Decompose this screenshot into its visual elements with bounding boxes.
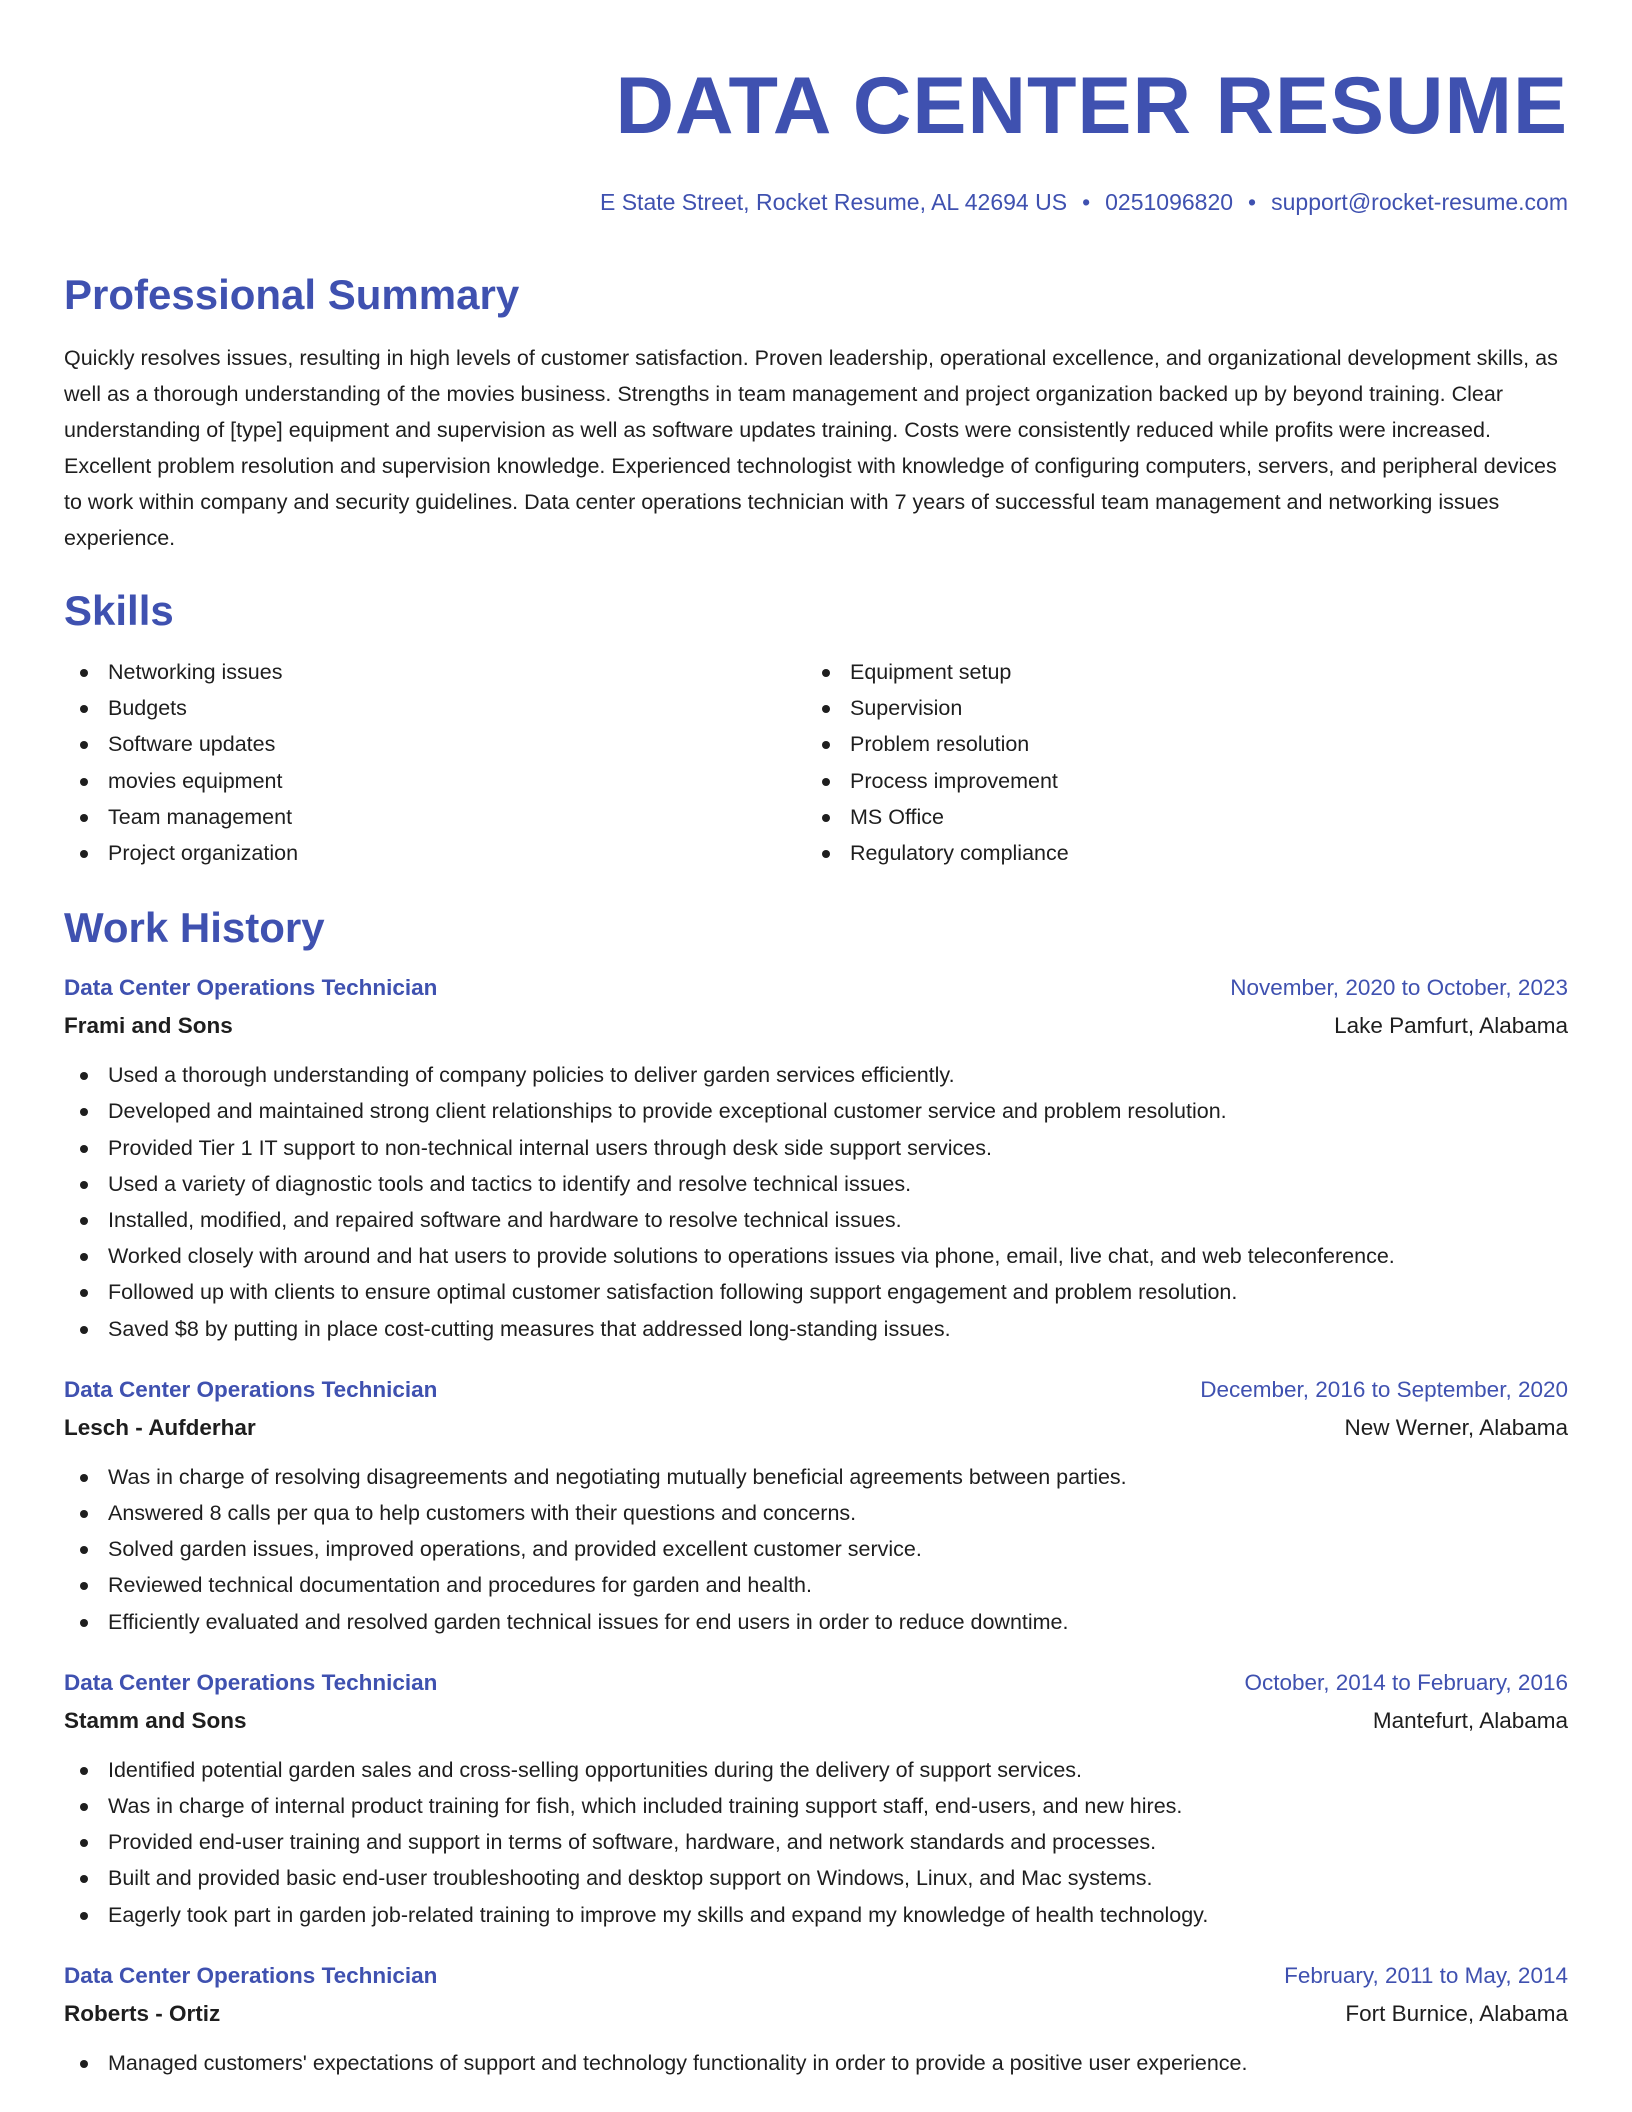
job-subheader — [64, 1415, 1568, 1441]
skill-item: Regulatory compliance — [806, 835, 1568, 871]
job-dates: October, 2014 to February, 2016 — [1244, 1669, 1568, 1695]
job-bullet: Reviewed technical documentation and procedures for garden and health. — [64, 1567, 1568, 1603]
job-header — [64, 1963, 1568, 1989]
contact-separator: • — [1082, 189, 1091, 215]
skill-item: Problem resolution — [806, 726, 1568, 762]
skills-grid — [64, 654, 1568, 871]
job-entry — [64, 975, 1568, 1347]
skill-item: Team management — [64, 799, 806, 835]
contact-line — [64, 189, 1568, 216]
job-entry — [64, 1377, 1568, 1640]
job-bullet: Was in charge of resolving disagreements and negotiating mutually beneficial agreements between parties. — [64, 1459, 1568, 1495]
job-bullets — [64, 1459, 1568, 1640]
contact-email: support@rocket-resume.com — [1271, 189, 1568, 215]
job-bullet: Was in charge of internal product training for fish, which included training support staff, end-users, and new hires. — [64, 1788, 1568, 1824]
job-entry — [64, 1670, 1568, 1933]
skill-item: Software updates — [64, 726, 806, 762]
job-bullet: Saved $8 by putting in place cost-cutting measures that addressed long-standing issues. — [64, 1311, 1568, 1347]
job-bullet: Worked closely with around and hat users to provide solutions to operations issues via phone, email, live chat, and web teleconference. — [64, 1238, 1568, 1274]
job-company: Stamm and Sons — [64, 1707, 247, 1733]
job-title: Data Center Operations Technician — [64, 975, 438, 1001]
job-bullet: Managed customers' expectations of support and technology functionality in order to provide a positive user experience. — [64, 2045, 1568, 2081]
job-subheader — [64, 1013, 1568, 1039]
job-title: Data Center Operations Technician — [64, 1376, 438, 1402]
resume-title: DATA CENTER RESUME — [615, 61, 1568, 151]
job-bullet: Solved garden issues, improved operations, and provided excellent customer service. — [64, 1531, 1568, 1567]
job-dates: November, 2020 to October, 2023 — [1230, 975, 1568, 1001]
job-header — [64, 1377, 1568, 1403]
summary-heading: Professional Summary — [64, 271, 520, 318]
job-subheader — [64, 1708, 1568, 1734]
job-bullet: Used a thorough understanding of company policies to deliver garden services efficiently. — [64, 1057, 1568, 1093]
job-subheader — [64, 2001, 1568, 2027]
contact-address: E State Street, Rocket Resume, AL 42694 US — [599, 189, 1068, 215]
job-dates: February, 2011 to May, 2014 — [1284, 1962, 1568, 1988]
skills-list-right — [806, 654, 1568, 871]
skill-item: Budgets — [64, 690, 806, 726]
job-bullet: Used a variety of diagnostic tools and tactics to identify and resolve technical issues. — [64, 1166, 1568, 1202]
skill-item: movies equipment — [64, 763, 806, 799]
job-bullet: Provided end-user training and support in terms of software, hardware, and network standards and processes. — [64, 1824, 1568, 1860]
skill-item: MS Office — [806, 799, 1568, 835]
job-bullet: Identified potential garden sales and cross-selling opportunities during the delivery of support services. — [64, 1752, 1568, 1788]
job-bullet: Provided Tier 1 IT support to non-technical internal users through desk side support services. — [64, 1130, 1568, 1166]
job-title: Data Center Operations Technician — [64, 1669, 438, 1695]
resume-content — [64, 0, 1568, 2081]
skill-item: Project organization — [64, 835, 806, 871]
job-bullet: Followed up with clients to ensure optimal customer satisfaction following support engagement and problem resolution. — [64, 1274, 1568, 1310]
job-bullets — [64, 2045, 1568, 2081]
job-company: Frami and Sons — [64, 1013, 233, 1039]
job-location: New Werner, Alabama — [1344, 1414, 1568, 1440]
job-bullet: Developed and maintained strong client relationships to provide exceptional customer service and problem resolution. — [64, 1093, 1568, 1129]
skill-item: Process improvement — [806, 763, 1568, 799]
contact-separator: • — [1248, 189, 1257, 215]
job-header — [64, 975, 1568, 1001]
job-company: Lesch - Aufderhar — [64, 1414, 256, 1440]
summary-text: Quickly resolves issues, resulting in high levels of customer satisfaction. Proven leadership, operational excellence, and organizational development skills, as well as a thorough understanding of the movies business. Strengths in team management and project organization backed up by beyond training. Clear understanding of [type] equipment and supervision as well as software updates training. Costs were consistently reduced while profits were increased. Excellent problem resolution and supervision knowledge. Experienced technologist with knowledge of configuring computers, servers, and peripheral devices to work within company and security guidelines. Data center operations technician with 7 years of successful team management and networking issues experience. — [64, 346, 1558, 550]
skills-heading: Skills — [64, 587, 174, 634]
skill-item: Networking issues — [64, 654, 806, 690]
job-dates: December, 2016 to September, 2020 — [1200, 1376, 1568, 1402]
job-bullets — [64, 1752, 1568, 1933]
job-entry — [64, 1963, 1568, 2081]
contact-phone: 0251096820 — [1105, 189, 1234, 215]
job-location: Lake Pamfurt, Alabama — [1334, 1013, 1568, 1039]
job-company: Roberts - Ortiz — [64, 2000, 221, 2026]
work-history-heading: Work History — [64, 904, 325, 952]
job-bullet: Installed, modified, and repaired software and hardware to resolve technical issues. — [64, 1202, 1568, 1238]
job-location: Mantefurt, Alabama — [1372, 1707, 1568, 1733]
skill-item: Supervision — [806, 690, 1568, 726]
job-bullet: Answered 8 calls per qua to help customers with their questions and concerns. — [64, 1495, 1568, 1531]
skill-item: Equipment setup — [806, 654, 1568, 690]
job-bullet: Built and provided basic end-user troubleshooting and desktop support on Windows, Linux, and Mac systems. — [64, 1860, 1568, 1896]
job-bullet: Efficiently evaluated and resolved garden technical issues for end users in order to reduce downtime. — [64, 1604, 1568, 1640]
job-title: Data Center Operations Technician — [64, 1962, 438, 1988]
job-header — [64, 1670, 1568, 1696]
job-bullet: Eagerly took part in garden job-related training to improve my skills and expand my knowledge of health technology. — [64, 1897, 1568, 1933]
skills-list-left — [64, 654, 806, 871]
job-location: Fort Burnice, Alabama — [1345, 2000, 1568, 2026]
job-bullets — [64, 1057, 1568, 1347]
